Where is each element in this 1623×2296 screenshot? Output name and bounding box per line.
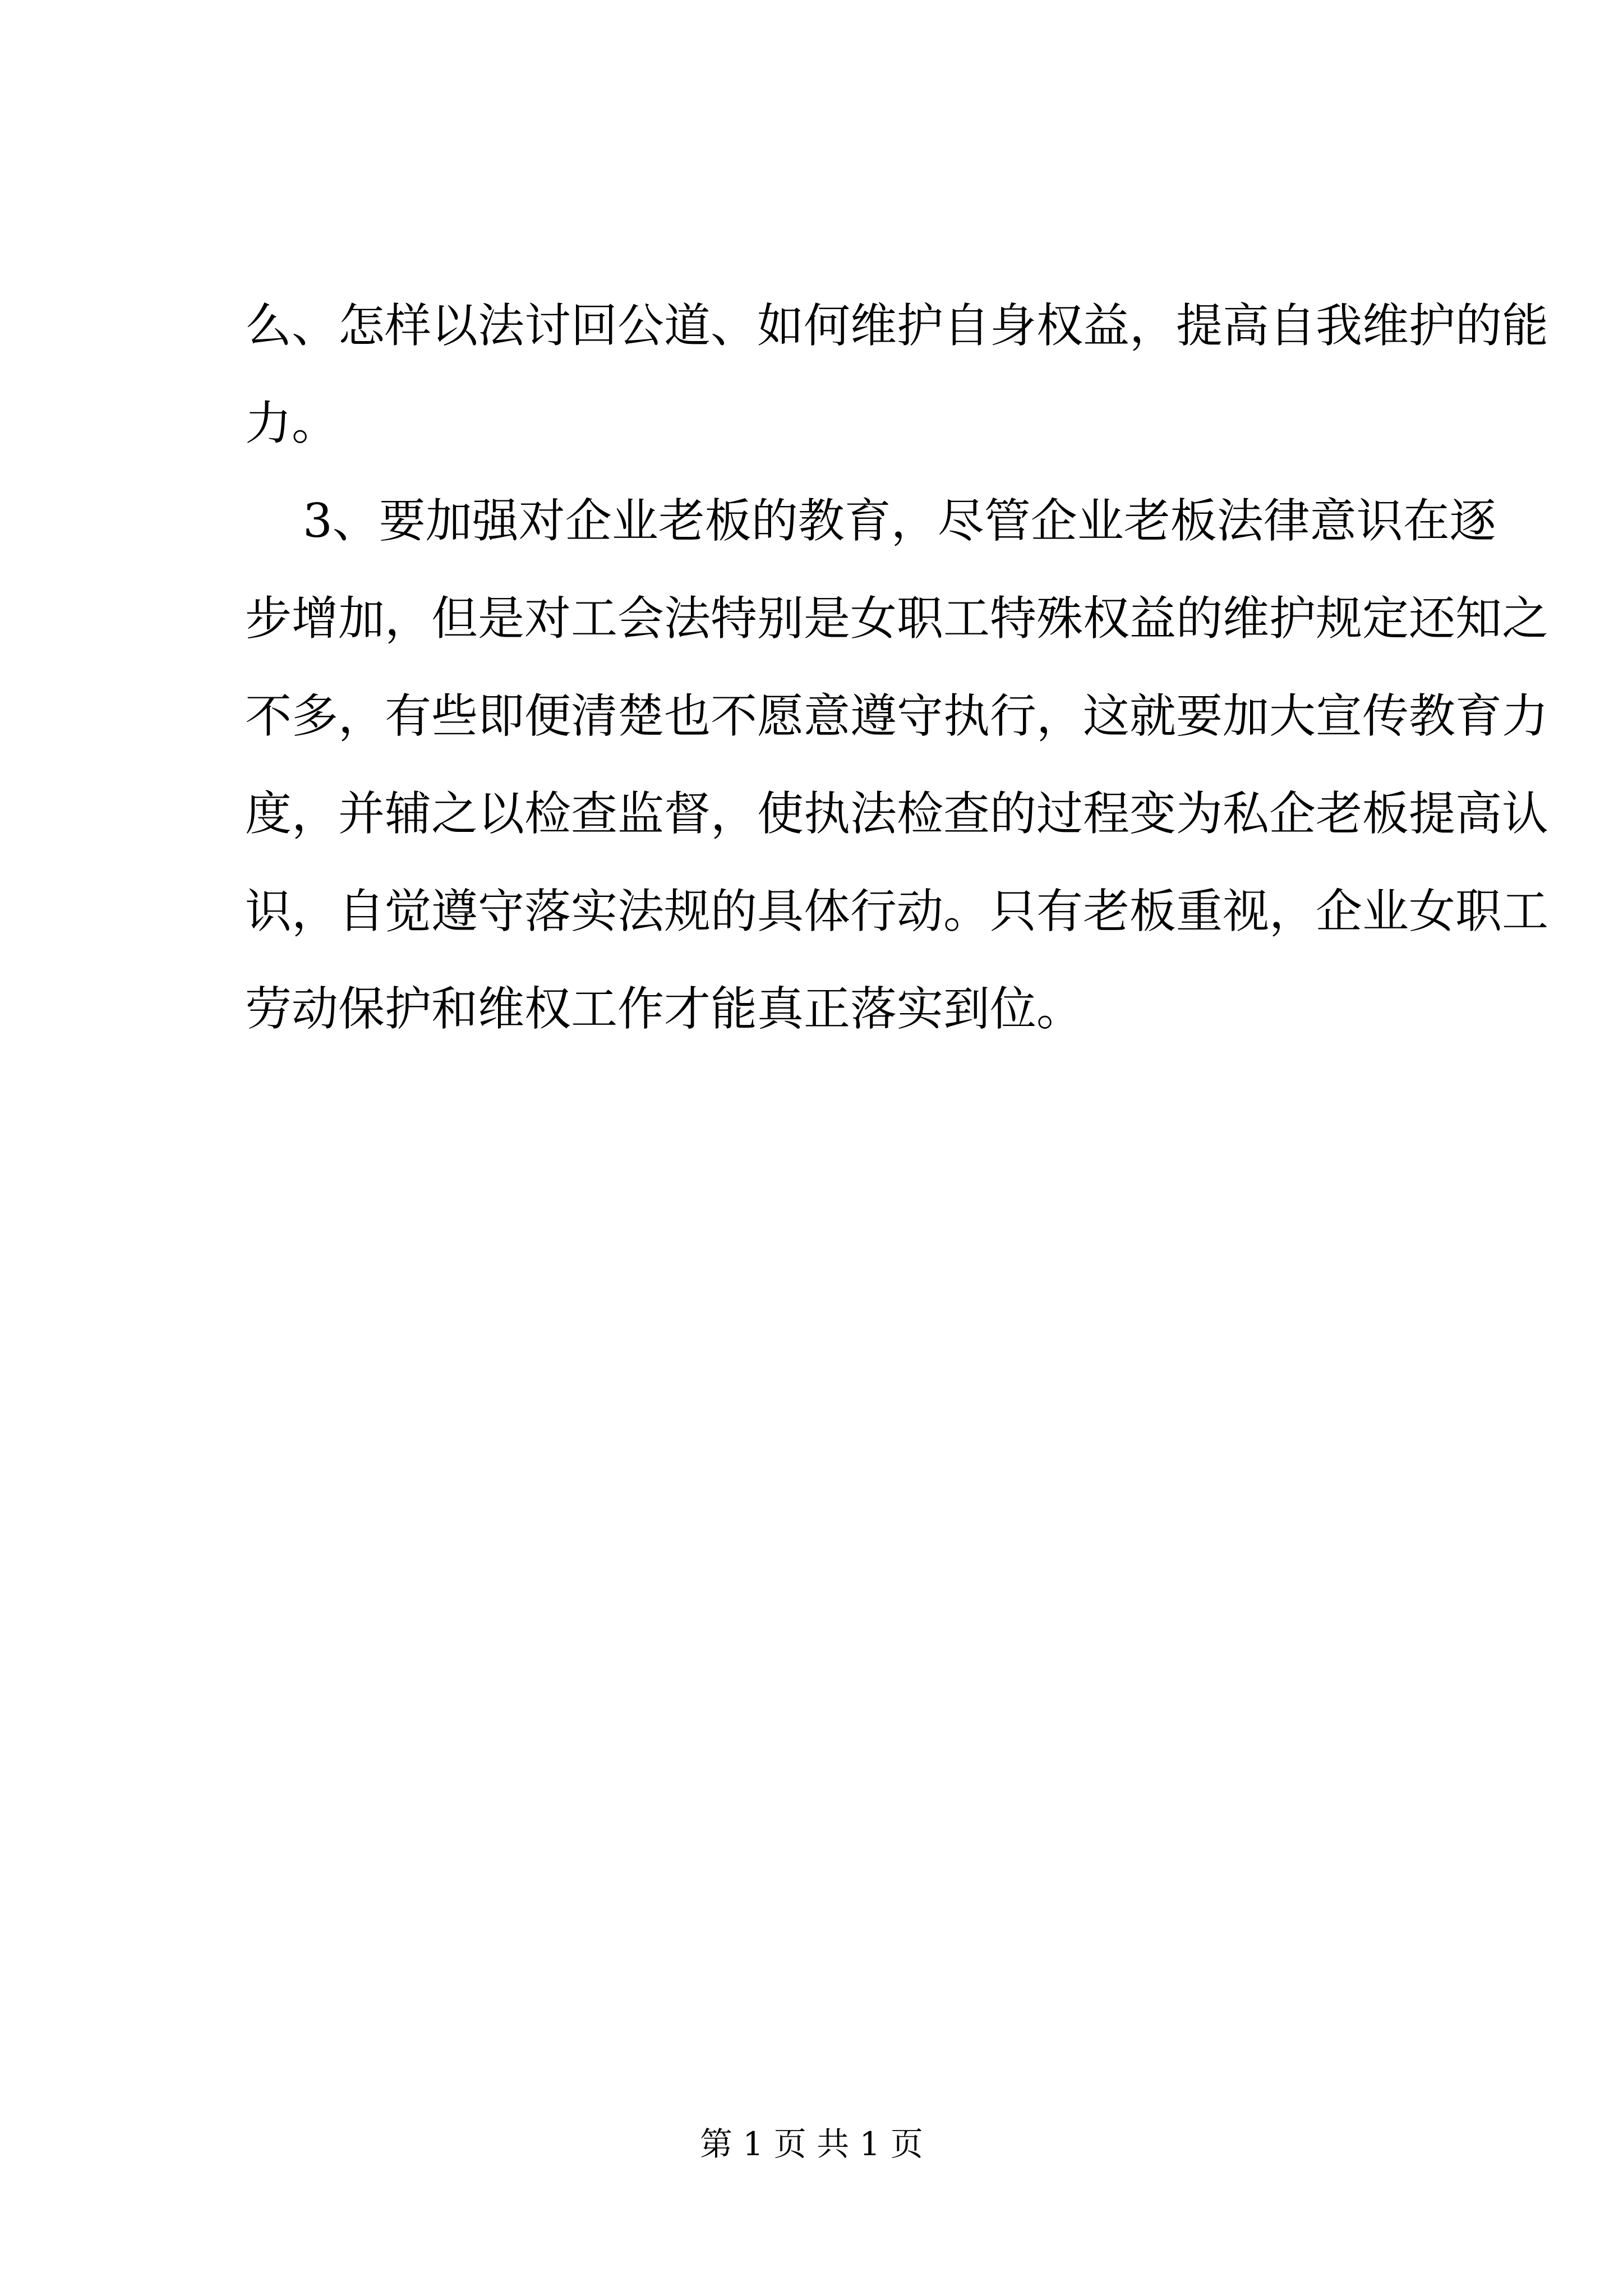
paragraph-1-line-2: 力。: [245, 396, 338, 450]
page-footer: 第 1 页 共 1 页: [700, 2125, 923, 2163]
paragraph-2-line-3: 不多，有些即便清楚也不愿意遵守执行，这就要加大宣传教育力: [245, 689, 1548, 743]
paragraph-2-line-4: 度，并辅之以检查监督，使执法检查的过程变为私企老板提高认: [245, 786, 1548, 841]
document-body: [245, 296, 1548, 1077]
paragraph-2-line-1: 3、要加强对企业老板的教育，尽管企业老板法律意识在逐: [303, 494, 1496, 548]
paragraph-2-line-5: 识，自觉遵守落实法规的具体行动。只有老板重视，企业女职工: [245, 884, 1548, 938]
paragraph-1-line-1: 么、怎样以法讨回公道、如何维护自身权益，提高自我维护的能: [245, 298, 1548, 353]
paragraph-2-line-2: 步增加，但是对工会法特别是女职工特殊权益的维护规定还知之: [245, 591, 1548, 646]
paragraph-2-line-6: 劳动保护和维权工作才能真正落实到位。: [245, 982, 1083, 1036]
